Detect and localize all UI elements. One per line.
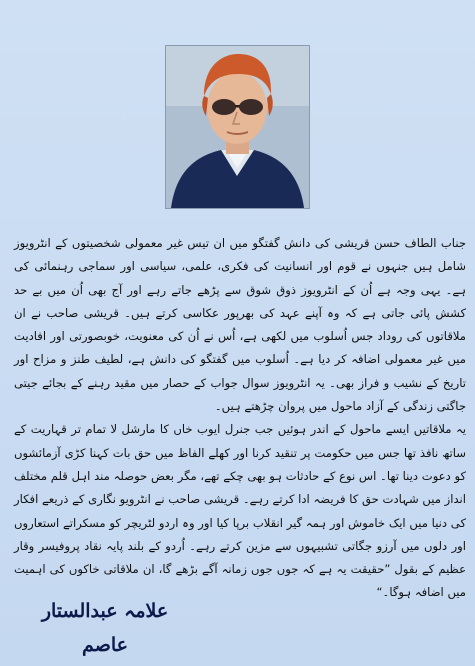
article-paragraph-2: یہ ملاقاتیں ایسے ماحول کے اندر ہوئیں جب جنرل ایوب خاں کا مارشل لا تمام تر قہاریت کے ساتھ نافذ تھا جس میں حکومت پر تنقید کرنا اور کھلے الفاظ میں حق بات کہنا کڑی آزمائشوں کو دعوت دینا تھا۔ اس نوع کے حادثات ہو بھی چکے تھے، مگر بعض حوصلہ مند اہل قلم مختلف انداز میں شہادت حق کا فریضہ ادا کرتے رہے۔ قریشی صاحب نے انٹرویو نگاری کے ذریعے افکار کی دنیا میں ایک خاموش اور ہمہ گیر انقلاب برپا کیا اور وہ اردو لٹریچر کو مسکراتے استعاروں اور دلوں میں آرزو جگاتی تشبیہوں سے مزین کرتے رہے۔ اُردو کے بلند پایہ نقاد پروفیسر وقار عظیم کے بقول ”حقیقت یہ ہے کہ جوں جوں زمانہ آگے بڑھے گا، ان ملاقاتی خاکوں کی اہمیت میں اضافہ ہوگا۔“ xyxy=(14,422,466,600)
article-paragraph-1: جناب الطاف حسن قریشی کی دانش گفتگو میں ان تیس غیر معمولی شخصیتوں کے انٹرویوز شامل ہیں جنہوں نے قوم اور انسانیت کی فکری، علمی، سیاسی اور سماجی رہنمائی کی ہے۔ یہی وجہ ہے اُن کے انٹرویوز ذوق شوق سے پڑھے جاتے رہے اور آج بھی اُن میں بے حد کشش پائی جاتی ہے کہ وہ آپنے عہد کی بھرپور عکاسی کرتے ہیں۔ قریشی صاحب نے ان ملاقاتوں کی روداد جس اُسلوب میں لکھی ہے، اُس نے اُن کی معنویت، خوبصورتی اور افادیت میں غیر معمولی اضافہ کر دیا ہے۔ اُسلوب میں گفتگو کی دانش ہے، لطیف طنز و مزاح اور تاریخ کے نشیب و فراز بھی۔ یہ انٹرویوز سوال جواب کے حصار میں مقید رہنے کے بجائے جیتی جاگتی زندگی کے آزاد ماحول میں پروان چڑھتے ہیں۔ xyxy=(14,236,466,414)
author-portrait-icon xyxy=(166,46,309,208)
author-portrait-photo xyxy=(165,45,310,209)
article-text xyxy=(14,232,466,605)
author-signature: علامہ عبدالستار عاصم xyxy=(41,600,169,656)
